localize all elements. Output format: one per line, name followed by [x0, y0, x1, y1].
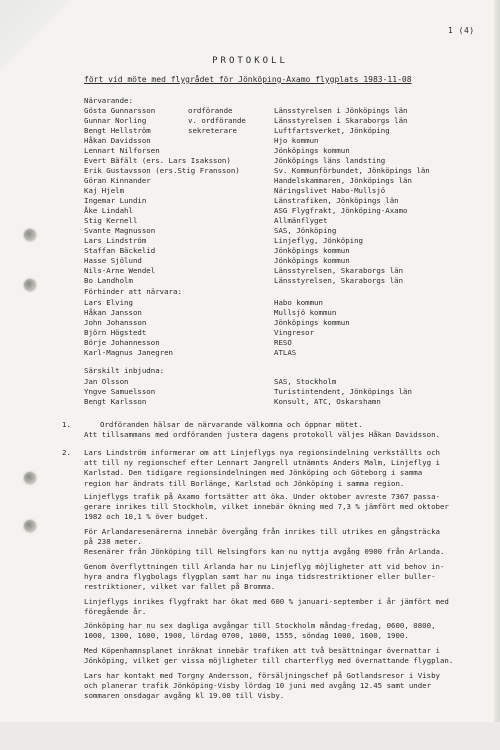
- paragraph-line: och planerar trafik Jönköping-Visby lördag 10 juni med avgång 12.45 samt under: [84, 681, 432, 691]
- paragraph-line: föregående år.: [84, 607, 147, 617]
- attendee-organization: RESO: [274, 338, 292, 347]
- attendee-row: [84, 298, 484, 308]
- punch-hole-icon: [24, 279, 36, 291]
- attendee-name: Jan Olsson: [84, 377, 129, 386]
- attendee-name: Yngve Samuelsson: [84, 387, 156, 396]
- attendee-organization: Allmänflyget: [274, 216, 328, 225]
- attendee-row: [84, 206, 484, 216]
- item-number: 2.: [62, 448, 71, 457]
- attendee-name: Erik Gustavsson (ers.Stig Fransson): [84, 166, 240, 175]
- item-2-paragraph: [84, 646, 453, 666]
- paragraph-line: 1000, 1300, 1600, 1900, lördag 0700, 1000, 1555, söndag 1000, 1600, 1900.: [84, 631, 409, 641]
- attendee-organization: Konsult, ATC, Oskarshamn: [274, 397, 381, 406]
- item-number: 1.: [62, 420, 71, 429]
- paragraph-line: För Arlandaresenärerna innebär övergång från inrikes till utrikes en gångsträcka: [84, 527, 440, 536]
- attendee-name: Börje Johannesson: [84, 338, 160, 347]
- attendee-row: [84, 106, 484, 116]
- attendee-organization: ATLAS: [274, 348, 297, 357]
- paragraph-line: Lars har kontakt med Torgny Andersson, försäljningschef på Gotlandsresor i Visby: [84, 671, 440, 680]
- attendee-name: Lars Elving: [84, 298, 133, 307]
- attendee-organization: Jönköpings kommun: [274, 246, 350, 255]
- item-2-paragraph: [84, 527, 444, 558]
- attendee-name: Åke Lindahl: [84, 206, 133, 215]
- attendee-name: Björn Högstedt: [84, 328, 147, 337]
- item-2-paragraph: [84, 597, 449, 617]
- paragraph-line: region har ändrats till Borlänge, Karlstad och Jönköping i samma region.: [84, 478, 405, 488]
- punch-hole-icon: [24, 472, 36, 484]
- present-list: [84, 106, 484, 286]
- item-1-line: Ordföranden hälsar de närvarande välkomna och öppnar mötet.: [100, 420, 363, 429]
- attendee-row: [84, 196, 484, 206]
- attendee-organization: Sv. Kommunförbundet, Jönköpings län: [274, 166, 430, 175]
- document-title: PROTOKOLL: [212, 56, 288, 66]
- attendee-organization: Hjo kommun: [274, 136, 319, 145]
- attendee-name: Karl-Magnus Janegren: [84, 348, 173, 357]
- attendee-name: Håkan Jansson: [84, 308, 142, 317]
- attendee-organization: Länsstyrelsen i Jönköpings län: [274, 106, 408, 115]
- attendee-organization: Jönköpings kommun: [274, 318, 350, 327]
- attendee-row: [84, 166, 484, 176]
- attendee-name: Stig Kernell: [84, 216, 138, 225]
- attendee-row: [84, 348, 484, 358]
- item-2-paragraph: [84, 562, 444, 593]
- attendee-organization: Länsstyrelsen, Skaraborgs län: [274, 276, 404, 285]
- document-subtitle: fört vid möte med flygrådet för Jönköping-Axamo flygplats 1983-11-08: [84, 75, 412, 84]
- attendee-name: Bengt Hellström: [84, 126, 151, 135]
- paragraph-line: sommaren onsdagar avgång kl 19.00 till Visby.: [84, 691, 285, 701]
- invited-list: [84, 377, 484, 407]
- paragraph-line: på 238 meter.: [84, 537, 142, 547]
- attendee-row: [84, 387, 484, 397]
- attendee-organization: Jönköpings kommun: [274, 256, 350, 265]
- paragraph-line: hyra andra flygbolags flygplan samt har nu inga tidsrestriktioner eller buller-: [84, 572, 436, 582]
- attendee-organization: Näringslivet Habo-Mullsjö: [274, 186, 386, 195]
- attendee-role: v. ordförande: [188, 116, 246, 125]
- present-heading: Närvarande:: [84, 96, 133, 105]
- paragraph-line: Genom överflyttningen till Arlanda har nu Linjeflyg möjligheter att vid behov in-: [84, 562, 445, 571]
- attendee-name: Lennart Nilforsen: [84, 146, 160, 155]
- attendee-row: [84, 186, 484, 196]
- paragraph-line: Linjeflygs trafik på Axamo fortsätter att öka. Under oktober avreste 7367 passa-: [84, 492, 440, 501]
- attendee-organization: Länstrafiken, Jönköpings län: [274, 196, 399, 205]
- attendee-organization: Mullsjö kommun: [274, 308, 337, 317]
- attendee-organization: Handelskammaren, Jönköpings län: [274, 176, 412, 185]
- attendee-row: [84, 338, 484, 348]
- attendee-row: [84, 176, 484, 186]
- attendee-row: [84, 216, 484, 226]
- paragraph-line: Lars Lindström informerar om att Linjeflygs nya regionsindelning verkställts och: [84, 448, 440, 457]
- attendee-row: [84, 308, 484, 318]
- paragraph-line: Med Köpenhamnsplanet inräknat innebär trafiken att två besättningar övernattar i: [84, 646, 440, 655]
- attendee-row: [84, 256, 484, 266]
- attendee-row: [84, 136, 484, 146]
- attendee-organization: Habo kommun: [274, 298, 323, 307]
- attendee-name: Håkan Davidsson: [84, 136, 151, 145]
- attendee-name: Gunnar Norling: [84, 116, 147, 125]
- paragraph-line: gerare inrikes till Stockholm, vilket innebär ökning med 7,3 % jämfört med oktober: [84, 502, 449, 512]
- paragraph-line: restriktioner, vilket var fallet på Bromma.: [84, 582, 276, 592]
- attendee-name: Staffan Bäckelid: [84, 246, 156, 255]
- attendee-organization: SAS, Jönköping: [274, 226, 337, 235]
- paragraph-line: Linjeflygs inrikes flygfrakt har ökat med 600 % januari-september i år jämfört med: [84, 597, 449, 606]
- attendee-row: [84, 397, 484, 407]
- paragraph-line: 1982 och 10,1 % över budget.: [84, 512, 209, 522]
- attendee-name: John Johansson: [84, 318, 147, 327]
- attendee-organization: Länsstyrelsen i Skaraborgs län: [274, 116, 408, 125]
- item-1-text: [84, 420, 440, 440]
- attendee-organization: Luftfartsverket, Jönköping: [274, 126, 390, 135]
- attendee-organization: Vingresor: [274, 328, 315, 337]
- attendee-organization: Linjeflyg, Jönköping: [274, 236, 363, 245]
- attendee-organization: Turistintendent, Jönköpings län: [274, 387, 412, 396]
- item-1-line: Att tillsammans med ordföranden justera dagens protokoll väljes Håkan Davidsson.: [84, 430, 440, 440]
- attendee-name: Gösta Gunnarsson: [84, 106, 156, 115]
- item-2-paragraph: [84, 492, 449, 523]
- attendee-row: [84, 328, 484, 338]
- item-2-paragraph: [84, 621, 436, 641]
- attendee-row: [84, 266, 484, 276]
- attendee-row: [84, 146, 484, 156]
- page-edge: [494, 0, 500, 750]
- attendee-name: Hasse Sjölund: [84, 256, 142, 265]
- attendee-row: [84, 276, 484, 286]
- absent-list: [84, 298, 484, 358]
- attendee-name: Göran Kinnander: [84, 176, 151, 185]
- punch-hole-icon: [24, 520, 36, 532]
- attendee-name: Nils-Arne Wendel: [84, 266, 156, 275]
- attendee-organization: Jönköpings läns landsting: [274, 156, 386, 165]
- punch-hole-icon: [24, 229, 36, 241]
- attendee-name: Svante Magnusson: [84, 226, 156, 235]
- attendee-name: Kaj Hjelm: [84, 186, 125, 195]
- attendee-row: [84, 236, 484, 246]
- attendee-row: [84, 156, 484, 166]
- page-bottom-edge: [0, 722, 500, 750]
- attendee-organization: Länsstyrelsen, Skaraborgs län: [274, 266, 404, 275]
- attendee-organization: Jönköpings kommun: [274, 146, 350, 155]
- attendee-row: [84, 377, 484, 387]
- paragraph-line: Karlstad. Den tidigare regionsindelningen med Jönköping och Göteborg i samma: [84, 468, 423, 478]
- attendee-role: sekreterare: [188, 126, 237, 135]
- attendee-organization: SAS, Stockholm: [274, 377, 337, 386]
- item-2-paragraph: [84, 448, 440, 489]
- attendee-row: [84, 116, 484, 126]
- attendee-name: Ingemar Lundin: [84, 196, 147, 205]
- absent-heading: Förhinder att närvara:: [84, 287, 182, 296]
- paragraph-line: Resenärer från Jönköping till Helsingfors kan nu nyttja avgång 0900 från Arlanda.: [84, 547, 445, 557]
- item-2-paragraph: [84, 671, 440, 702]
- attendee-row: [84, 126, 484, 136]
- attendee-name: Bo Landholm: [84, 276, 133, 285]
- page-number: 1 (4): [448, 26, 475, 35]
- paragraph-line: Jönköping har nu sex dagliga avgångar till Stockholm måndag-fredag, 0600, 0800,: [84, 621, 436, 630]
- attendee-name: Evert Bäfält (ers. Lars Isaksson): [84, 156, 231, 165]
- attendee-organization: ASG Flygfrakt, Jönköping-Axamo: [274, 206, 408, 215]
- attendee-row: [84, 318, 484, 328]
- attendee-role: ordförande: [188, 106, 233, 115]
- paragraph-line: Jönköping, vilket ger vissa möjligheter till charterflyg med övernattande flygplan.: [84, 656, 454, 666]
- attendee-name: Bengt Karlsson: [84, 397, 147, 406]
- attendee-name: Lars Lindström: [84, 236, 147, 245]
- attendee-row: [84, 226, 484, 236]
- attendee-row: [84, 246, 484, 256]
- invited-heading: Särskilt inbjudna:: [84, 366, 165, 375]
- paragraph-line: att till ny regionschef efter Lennart Jangrell utnämnts Anders Malm, Linjeflyg i: [84, 458, 440, 468]
